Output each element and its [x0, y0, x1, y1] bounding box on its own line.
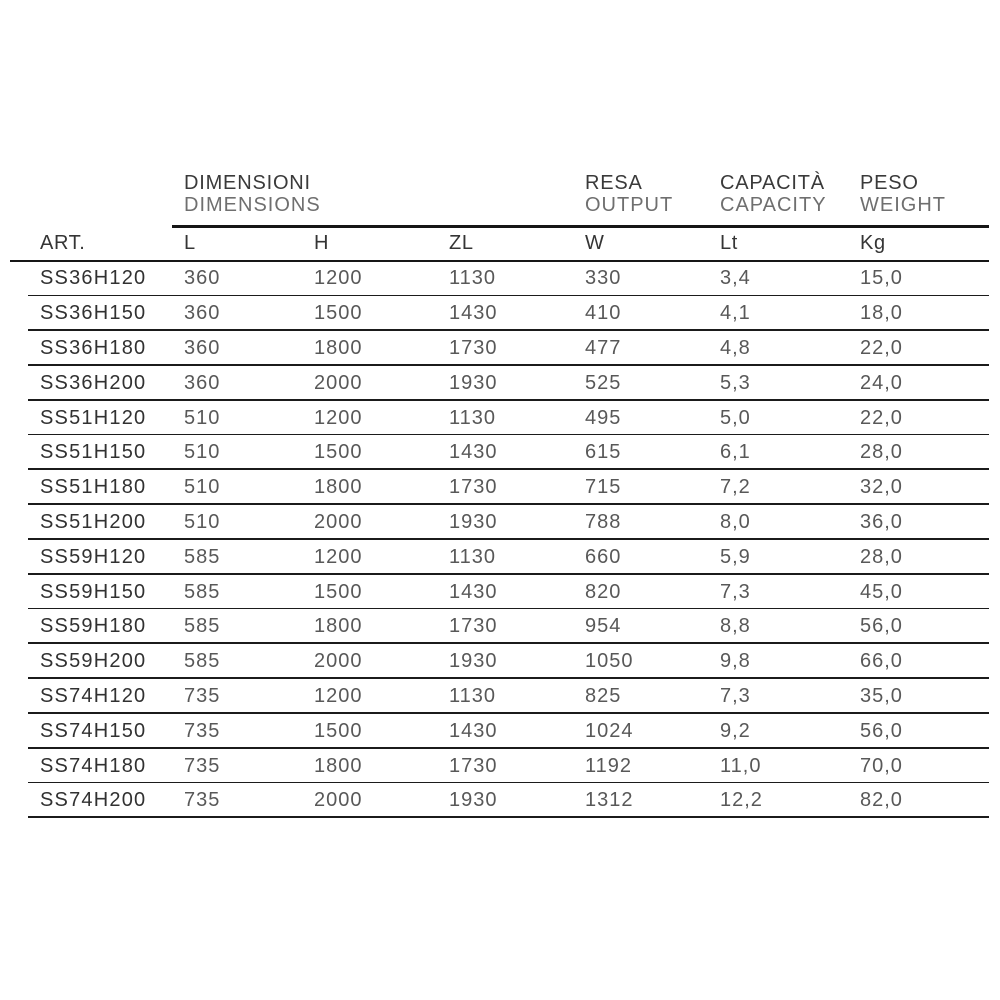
- value-cell: 18,0: [860, 302, 903, 325]
- value-cell: 4,1: [720, 302, 751, 325]
- group-header-secondary: DIMENSIONS: [184, 194, 321, 216]
- value-cell: 360: [184, 371, 221, 394]
- value-cell: 1930: [449, 510, 498, 533]
- value-cell: 735: [184, 719, 221, 742]
- column-header-h: H: [314, 232, 330, 254]
- art-code-cell: SS36H120: [40, 267, 147, 290]
- group-header-secondary: WEIGHT: [860, 194, 946, 216]
- value-cell: 360: [184, 302, 221, 325]
- value-cell: 1730: [449, 476, 498, 499]
- art-code-cell: SS74H200: [40, 789, 147, 812]
- value-cell: 735: [184, 684, 221, 707]
- table-row: [10, 296, 989, 331]
- value-cell: 1200: [314, 684, 363, 707]
- column-header-w: W: [585, 232, 605, 254]
- value-cell: 1130: [449, 406, 497, 429]
- group-header-capacity: [720, 172, 860, 216]
- value-cell: 1930: [449, 789, 498, 812]
- value-cell: 1930: [449, 371, 498, 394]
- value-cell: 66,0: [860, 650, 903, 673]
- value-cell: 1800: [314, 476, 363, 499]
- value-cell: 1800: [314, 336, 363, 359]
- group-header-primary: RESA: [585, 172, 643, 194]
- value-cell: 1430: [449, 580, 498, 603]
- art-code-cell: SS74H150: [40, 719, 147, 742]
- value-cell: 1024: [585, 719, 634, 742]
- value-cell: 1800: [314, 754, 363, 777]
- column-header-zl: ZL: [449, 232, 474, 254]
- value-cell: 1730: [449, 754, 498, 777]
- value-cell: 495: [585, 406, 622, 429]
- value-cell: 1192: [585, 754, 633, 777]
- value-cell: 715: [585, 476, 622, 499]
- value-cell: 820: [585, 580, 622, 603]
- value-cell: 615: [585, 441, 622, 464]
- value-cell: 2000: [314, 789, 363, 812]
- value-cell: 22,0: [860, 336, 903, 359]
- table-row: [10, 401, 989, 436]
- value-cell: 788: [585, 510, 622, 533]
- value-cell: 1130: [449, 684, 497, 707]
- value-cell: 410: [585, 302, 622, 325]
- value-cell: 1730: [449, 615, 498, 638]
- table-row: [10, 575, 989, 610]
- value-cell: 3,4: [720, 267, 751, 290]
- art-code-cell: SS74H180: [40, 754, 147, 777]
- value-cell: 2000: [314, 650, 363, 673]
- value-cell: 477: [585, 336, 622, 359]
- value-cell: 510: [184, 406, 221, 429]
- value-cell: 525: [585, 371, 622, 394]
- value-cell: 45,0: [860, 580, 903, 603]
- table-row: [10, 540, 989, 575]
- value-cell: 4,8: [720, 336, 751, 359]
- value-cell: 22,0: [860, 406, 903, 429]
- value-cell: 1430: [449, 302, 498, 325]
- value-cell: 28,0: [860, 545, 903, 568]
- value-cell: 6,1: [720, 441, 751, 464]
- value-cell: 735: [184, 754, 221, 777]
- table-row: [10, 679, 989, 714]
- table-row: [10, 470, 989, 505]
- value-cell: 35,0: [860, 684, 903, 707]
- value-cell: 510: [184, 441, 221, 464]
- column-header-row: [10, 228, 989, 262]
- table-row: [10, 783, 989, 818]
- value-cell: 2000: [314, 510, 363, 533]
- value-cell: 585: [184, 615, 221, 638]
- table-row: [10, 366, 989, 401]
- value-cell: 735: [184, 789, 221, 812]
- column-header-lt: Lt: [720, 232, 738, 254]
- group-header-primary: DIMENSIONI: [184, 172, 311, 194]
- value-cell: 82,0: [860, 789, 903, 812]
- value-cell: 1730: [449, 336, 498, 359]
- value-cell: 1130: [449, 545, 497, 568]
- value-cell: 8,8: [720, 615, 751, 638]
- value-cell: 585: [184, 545, 221, 568]
- value-cell: 1800: [314, 615, 363, 638]
- group-header-dimensions: [184, 172, 585, 216]
- group-header-weight: [860, 172, 989, 216]
- art-code-cell: SS51H200: [40, 510, 147, 533]
- value-cell: 24,0: [860, 371, 903, 394]
- table-row: [10, 644, 989, 679]
- column-header-kg: Kg: [860, 232, 886, 254]
- value-cell: 7,3: [720, 684, 751, 707]
- value-cell: 1200: [314, 545, 363, 568]
- table-row: [10, 331, 989, 366]
- spec-table: [10, 165, 989, 818]
- value-cell: 1130: [449, 267, 497, 290]
- value-cell: 1430: [449, 441, 498, 464]
- table-row: [10, 714, 989, 749]
- table-row: [10, 749, 989, 784]
- table-row: [10, 435, 989, 470]
- value-cell: 1430: [449, 719, 498, 742]
- value-cell: 9,8: [720, 650, 751, 673]
- value-cell: 1500: [314, 302, 363, 325]
- value-cell: 7,3: [720, 580, 751, 603]
- value-cell: 1312: [585, 789, 634, 812]
- value-cell: 1200: [314, 267, 363, 290]
- value-cell: 5,9: [720, 545, 751, 568]
- group-header-secondary: OUTPUT: [585, 194, 674, 216]
- value-cell: 32,0: [860, 476, 903, 499]
- group-header-secondary: CAPACITY: [720, 194, 827, 216]
- value-cell: 360: [184, 336, 221, 359]
- value-cell: 28,0: [860, 441, 903, 464]
- value-cell: 7,2: [720, 476, 751, 499]
- value-cell: 11,0: [720, 754, 762, 777]
- value-cell: 1200: [314, 406, 363, 429]
- value-cell: 510: [184, 510, 221, 533]
- value-cell: 56,0: [860, 615, 903, 638]
- art-code-cell: SS59H120: [40, 545, 147, 568]
- table-row: [10, 609, 989, 644]
- art-code-cell: SS51H120: [40, 406, 147, 429]
- value-cell: 1050: [585, 650, 634, 673]
- table-row: [10, 505, 989, 540]
- value-cell: 70,0: [860, 754, 903, 777]
- group-header-primary: CAPACITÀ: [720, 172, 825, 194]
- column-header-l: L: [184, 232, 196, 254]
- value-cell: 825: [585, 684, 622, 707]
- group-header-output: [585, 172, 720, 216]
- value-cell: 1930: [449, 650, 498, 673]
- art-code-cell: SS51H180: [40, 476, 147, 499]
- value-cell: 585: [184, 650, 221, 673]
- value-cell: 8,0: [720, 510, 751, 533]
- art-code-cell: SS36H150: [40, 302, 147, 325]
- value-cell: 5,0: [720, 406, 751, 429]
- value-cell: 56,0: [860, 719, 903, 742]
- value-cell: 5,3: [720, 371, 751, 394]
- value-cell: 12,2: [720, 789, 763, 812]
- group-header-primary: PESO: [860, 172, 919, 194]
- spec-table-body: [10, 262, 989, 819]
- value-cell: 360: [184, 267, 221, 290]
- value-cell: 330: [585, 267, 622, 290]
- value-cell: 1500: [314, 441, 363, 464]
- art-code-cell: SS74H120: [40, 684, 147, 707]
- column-header-art: ART.: [40, 232, 86, 254]
- art-code-cell: SS36H200: [40, 371, 147, 394]
- art-code-cell: SS59H150: [40, 580, 147, 603]
- value-cell: 15,0: [860, 267, 903, 290]
- art-code-cell: SS59H180: [40, 615, 147, 638]
- value-cell: 9,2: [720, 719, 751, 742]
- value-cell: 2000: [314, 371, 363, 394]
- value-cell: 1500: [314, 719, 363, 742]
- value-cell: 954: [585, 615, 622, 638]
- table-row: [10, 262, 989, 297]
- art-code-cell: SS51H150: [40, 441, 147, 464]
- art-code-cell: SS59H200: [40, 650, 147, 673]
- value-cell: 510: [184, 476, 221, 499]
- art-code-cell: SS36H180: [40, 336, 147, 359]
- value-cell: 660: [585, 545, 622, 568]
- group-header-row: [10, 165, 989, 216]
- value-cell: 585: [184, 580, 221, 603]
- value-cell: 1500: [314, 580, 363, 603]
- value-cell: 36,0: [860, 510, 903, 533]
